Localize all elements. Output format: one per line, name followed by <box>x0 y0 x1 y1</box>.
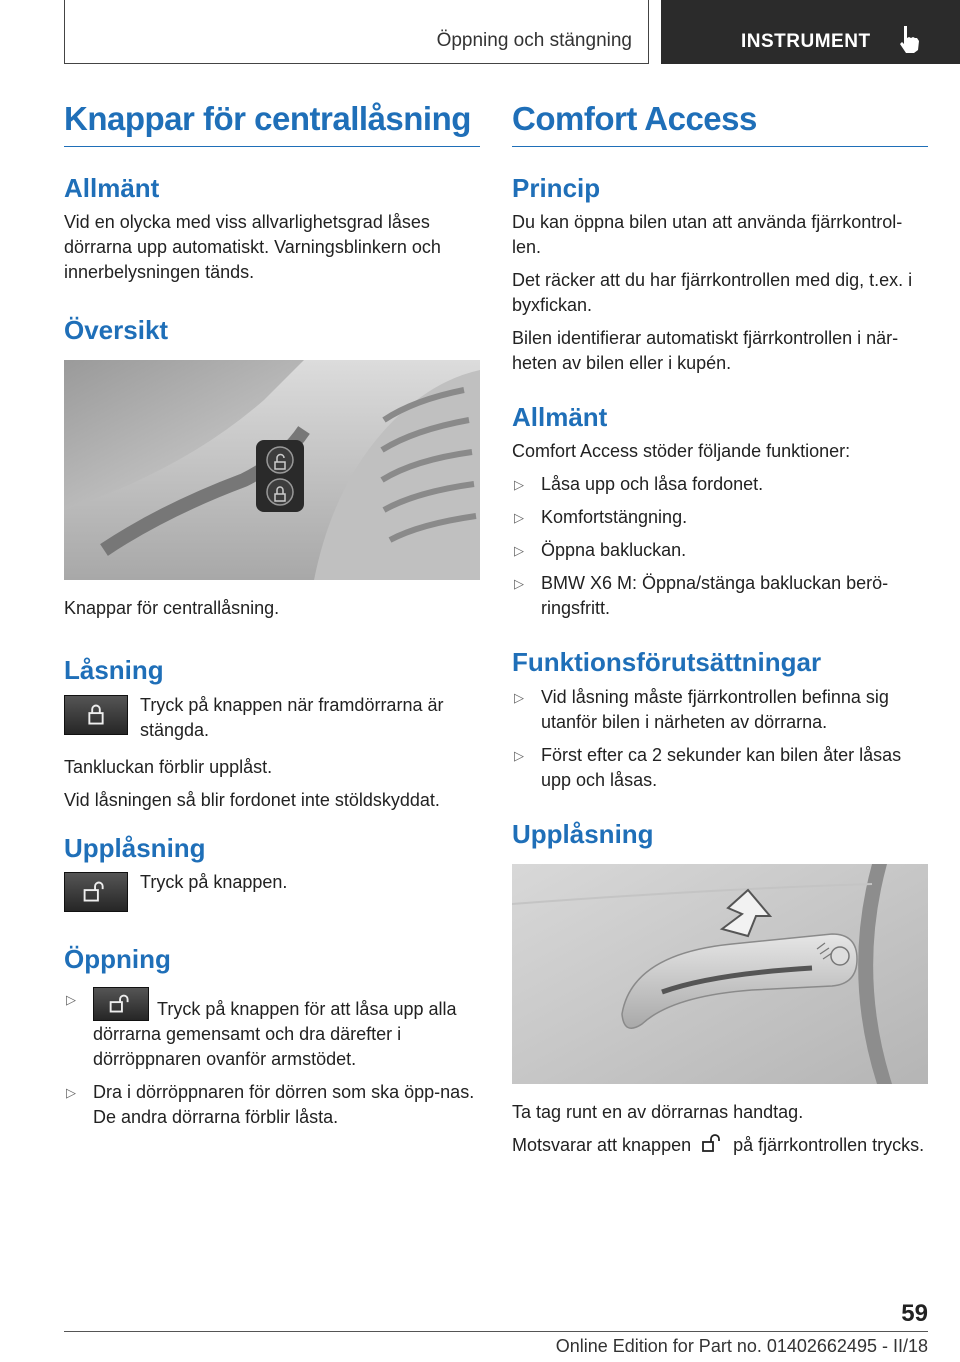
lock-closed-icon <box>65 696 127 734</box>
princip-heading: Princip <box>512 172 601 203</box>
left-allmant-text: Vid en olycka med viss allvarlighetsgrad låses dörrarna upp automatiskt. Varningsblinkern och innerbelysningen tänds. <box>64 212 441 283</box>
triangle-bullet-icon: ▷ <box>514 543 524 559</box>
lock-open-icon <box>697 1134 727 1154</box>
triangle-bullet-icon: ▷ <box>66 991 76 1007</box>
lock-open-icon <box>65 873 127 911</box>
triangle-bullet-icon: ▷ <box>514 689 524 705</box>
left-photo-caption: Knappar för centrallåsning. <box>64 598 280 619</box>
list-item <box>512 743 928 793</box>
list-item <box>512 538 928 563</box>
lock-button-row <box>64 693 480 747</box>
triangle-bullet-icon: ▷ <box>514 510 524 526</box>
allmant-item-4: BMW X6 M: Öppna/stänga bakluckan berö-ringsfritt. <box>541 573 889 619</box>
oppning-item-1-text: Tryck på knappen för att låsa upp alla dörrarna gemensamt och dra därefter i dörröppnaren ovanför armstödet. <box>93 998 457 1069</box>
funktion-item-2: Först efter ca 2 sekunder kan bilen åter låsas upp och låsas. <box>541 744 902 790</box>
header-tab-label: INSTRUMENT <box>741 31 871 52</box>
oversikt-heading: Översikt <box>64 315 169 346</box>
right-allmant-heading: Allmänt <box>512 402 608 433</box>
list-item <box>64 987 480 1072</box>
pointing-hand-icon <box>895 24 923 54</box>
list-item <box>512 571 928 621</box>
oppning-list <box>64 987 480 1130</box>
unlock-button-image <box>64 872 128 912</box>
triangle-bullet-icon: ▷ <box>514 747 524 763</box>
list-item <box>512 472 928 497</box>
motsvarar-text <box>512 1133 928 1158</box>
oppning-heading: Öppning <box>64 943 171 974</box>
left-column <box>64 100 480 1138</box>
header-section-title: Öppning och stängning <box>436 30 632 51</box>
list-item <box>512 505 928 530</box>
footer-edition: Online Edition for Part no. 01402662495 - II/18 <box>555 1336 928 1356</box>
allmant-item-3: Öppna bakluckan. <box>541 540 687 561</box>
left-allmant-heading: Allmänt <box>64 172 160 203</box>
allmant-item-2: Komfortstängning. <box>541 507 688 528</box>
right-photo-caption: Ta tag runt en av dörrarnas handtag. <box>512 1101 804 1122</box>
page-number: 59 <box>901 1300 928 1327</box>
list-item <box>64 1080 480 1130</box>
lock-button-text: Tryck på knappen när framdörrarna är stängda. <box>140 694 444 740</box>
lasning-p1: Tankluckan förblir upplåst. <box>64 756 273 777</box>
allmant-item-1: Låsa upp och låsa fordonet. <box>541 474 764 495</box>
motsvarar-before: Motsvarar att knappen <box>512 1134 692 1155</box>
right-title: Comfort Access <box>512 100 928 147</box>
lock-button-image <box>64 695 128 735</box>
footer-divider <box>64 1331 928 1332</box>
unlock-button-row <box>64 870 480 924</box>
header-chapter-tab[interactable] <box>661 0 960 64</box>
left-upplasning-heading: Upplåsning <box>64 832 206 863</box>
door-handle-photo <box>512 864 928 1084</box>
left-title: Knappar för centrallåsning <box>64 100 480 147</box>
lasning-p2: Vid låsningen så blir fordonet inte stöldskyddat. <box>64 789 440 810</box>
right-allmant-text: Comfort Access stöder följande funktioner: <box>512 441 851 462</box>
funktion-item-1: Vid låsning måste fjärrkontrollen befinna sig utanför bilen i närheten av dörrarna. <box>541 686 889 732</box>
list-item <box>512 685 928 735</box>
right-upplasning-heading: Upplåsning <box>512 818 654 849</box>
right-column <box>512 100 928 1166</box>
lock-open-icon <box>94 988 148 1020</box>
funktion-list <box>512 685 928 793</box>
triangle-bullet-icon: ▷ <box>514 576 524 592</box>
triangle-bullet-icon: ▷ <box>514 477 524 493</box>
princip-p1: Du kan öppna bilen utan att använda fjärrkontrol-len. <box>512 212 903 258</box>
motsvarar-after: på fjärrkontrollen trycks. <box>733 1134 925 1155</box>
princip-p3: Bilen identifierar automatiskt fjärrkontrollen i när-heten av bilen eller i kupén. <box>512 328 899 374</box>
header-section-box <box>64 0 649 64</box>
allmant-list <box>512 472 928 621</box>
inline-unlock-button-image <box>93 987 149 1021</box>
unlock-button-text: Tryck på knappen. <box>140 871 288 892</box>
triangle-bullet-icon: ▷ <box>66 1084 76 1100</box>
funktion-heading: Funktionsförutsättningar <box>512 647 822 678</box>
central-lock-buttons-photo <box>64 360 480 580</box>
lasning-heading: Låsning <box>64 655 164 686</box>
oppning-item-2-text: Dra i dörröppnaren för dörren som ska öpp-nas. De andra dörrarna förblir låsta. <box>93 1081 475 1127</box>
princip-p2: Det räcker att du har fjärrkontrollen med dig, t.ex. i byxfickan. <box>512 270 913 316</box>
